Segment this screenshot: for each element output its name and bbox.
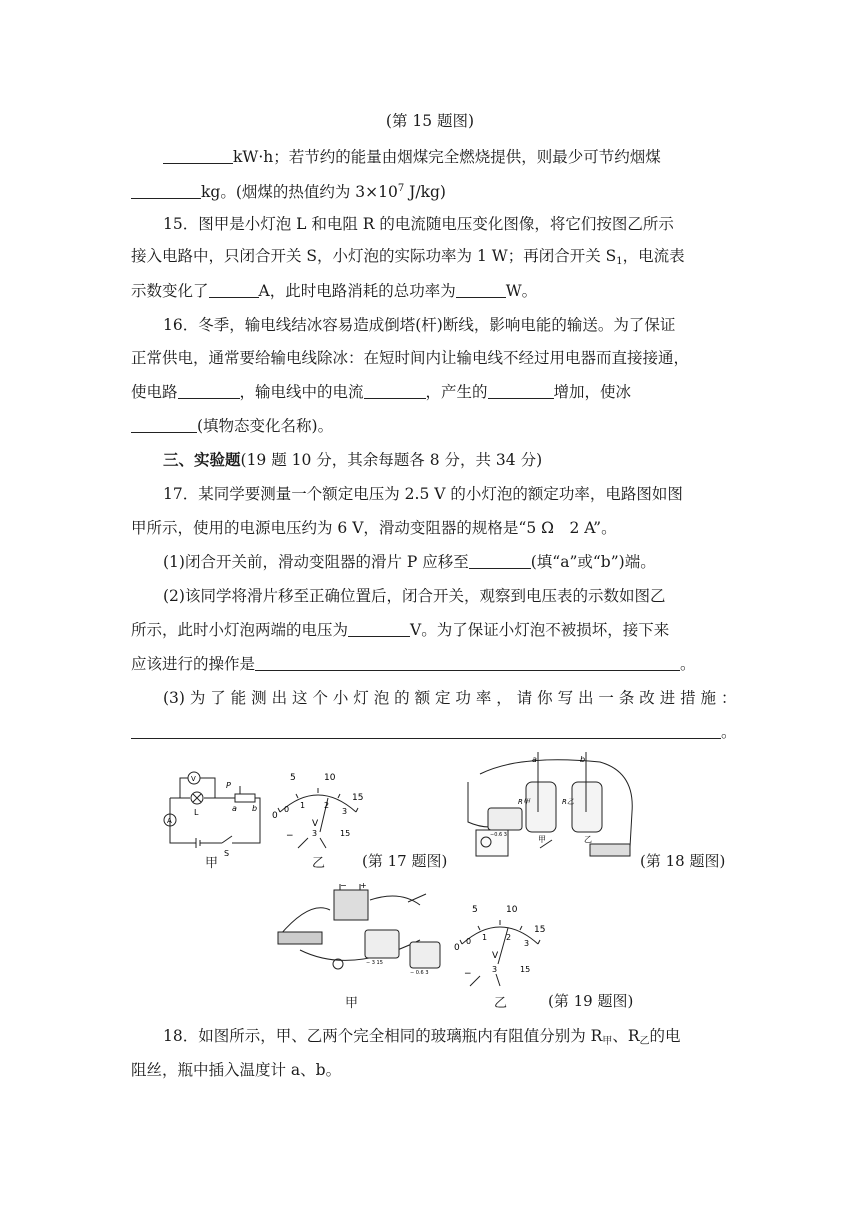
terminal-15: 15 [520, 965, 531, 974]
q14-text: kW·h；若节约的能量由烟煤完全燃烧提供，则最少可节约烟煤 [233, 148, 661, 166]
bottle-label-jia: 甲 [538, 835, 546, 844]
figure-caption-19: (第 19 题图) [548, 992, 634, 1010]
dial-unit: V [312, 819, 319, 829]
ammeter-terminals: −0.6 3 [490, 832, 507, 838]
q17-text: V。为了保证小灯泡不被损坏，接下来 [410, 621, 670, 639]
circuit-label-s: S [224, 849, 230, 858]
q16-line3 [131, 381, 631, 403]
dial-inner-3: 3 [524, 939, 530, 948]
q18-text: 、R [612, 1027, 640, 1045]
fig19-label-jia: 甲 [345, 996, 359, 1011]
figure-caption-17: (第 17 题图) [362, 852, 448, 870]
q17-part2-line2 [131, 619, 669, 641]
apparatus-diagram-18 [460, 752, 640, 867]
circuit-label-v: V [191, 775, 196, 783]
q17-text: 。 [721, 723, 737, 741]
section-title: 三、实验题 [163, 450, 241, 469]
dial-unit: V [492, 951, 499, 961]
q17-text: (填“a”或“b”)端。 [530, 553, 656, 571]
answer-blank[interactable] [488, 382, 554, 399]
dial-tick-5: 5 [290, 773, 296, 783]
q15-line1: 15．图甲是小灯泡 L 和电阻 R 的电流随电压变化图像，将它们按图乙所示 [163, 215, 674, 233]
figure-caption-18: (第 18 题图) [640, 852, 726, 870]
fig17-label-yi: 乙 [312, 856, 326, 871]
thermometer-label-b: b [580, 755, 586, 764]
dial-outer-zero: 0 [454, 943, 460, 953]
circuit-label-a: a [232, 804, 237, 813]
bottle-label-yi: 乙 [584, 835, 592, 844]
dial-inner-2: 2 [324, 801, 330, 810]
q15-text: A，此时电路消耗的总功率为 [258, 282, 456, 300]
q17-text: (1)闭合开关前，滑动变阻器的滑片 P 应移至 [163, 553, 469, 571]
terminal-minus: − [464, 969, 472, 979]
voltmeter-dial-19 [450, 900, 550, 992]
thermometer-label-a: a [532, 755, 537, 764]
resistor-label-yi: R乙 [562, 798, 574, 806]
section-note: (19 题 10 分，其余每题各 8 分，共 34 分) [240, 451, 543, 469]
q16-text: 增加，使冰 [553, 383, 632, 401]
figure-caption-15: (第 15 题图) [385, 112, 475, 130]
dial-inner-2: 2 [506, 933, 512, 942]
dial-inner-0: 0 [466, 937, 472, 946]
answer-blank[interactable] [178, 382, 240, 399]
subscript: 甲 [602, 1036, 613, 1047]
circuit-label-l: L [194, 808, 199, 817]
q15-text: ，电流表 [622, 247, 685, 265]
section-heading [163, 449, 542, 471]
battery-minus: − [340, 881, 347, 890]
answer-blank[interactable] [209, 281, 259, 298]
q14-line1 [163, 146, 661, 168]
q16-text: ，输电线中的电流 [239, 383, 364, 401]
fig19-label-yi: 乙 [494, 996, 508, 1011]
q17-part3: (3) 为 了 能 测 出 这 个 小 灯 泡 的 额 定 功 率 ， 请 你 写 出 一 条 改 进 措 施 ： [163, 689, 737, 707]
q17-line2: 甲所示，使用的电源电压约为 6 V，滑动变阻器的规格是“5 Ω 2 A”。 [131, 519, 617, 537]
q15-line2 [131, 245, 685, 273]
q17-part1 [163, 551, 656, 573]
dial-inner-1: 1 [482, 933, 488, 942]
answer-blank[interactable] [348, 620, 410, 637]
q17-part3-answer [131, 721, 737, 743]
answer-blank[interactable] [364, 382, 426, 399]
dial-inner-1: 1 [300, 801, 306, 810]
terminal-3: 3 [312, 829, 318, 838]
q18-line1 [163, 1025, 681, 1053]
circuit-label-p: P [226, 781, 231, 790]
dial-tick-15: 15 [352, 793, 364, 803]
answer-blank[interactable] [131, 722, 721, 739]
q16-text: ，产生的 [425, 383, 488, 401]
dial-tick-15: 15 [534, 925, 546, 935]
q16-line4 [131, 415, 333, 437]
voltmeter-terminals: − 3 15 [366, 960, 383, 966]
answer-blank[interactable] [456, 281, 506, 298]
apparatus-diagram-19 [270, 880, 445, 980]
ammeter-terminals: − 0.6 3 [410, 970, 429, 976]
q16-line1: 16．冬季，输电线结冰容易造成倒塔(杆)断线，影响电能的输送。为了保证 [163, 316, 676, 334]
circuit-label-ammeter: A [167, 817, 172, 825]
exponent: 7 [397, 183, 405, 194]
q15-text: 示数变化了 [131, 282, 209, 300]
resistor-label-jia: R甲 [518, 798, 530, 806]
q14-text-end: J/kg) [404, 183, 446, 201]
answer-blank[interactable] [163, 147, 233, 164]
q18-text: 的电 [649, 1027, 681, 1045]
q17-part2-line1: (2)该同学将滑片移至正确位置后，闭合开关，观察到电压表的示数如图乙 [163, 587, 666, 605]
q18-text: 18．如图所示，甲、乙两个完全相同的玻璃瓶内有阻值分别为 R [163, 1027, 603, 1045]
terminal-minus: − [286, 831, 294, 841]
q16-text: 使电路 [131, 383, 178, 401]
dial-outer-zero: 0 [272, 811, 278, 821]
answer-blank[interactable] [255, 654, 680, 671]
q17-text: 所示，此时小灯泡两端的电压为 [131, 621, 349, 639]
q18-line2: 阻丝，瓶中插入温度计 a、b。 [131, 1061, 342, 1079]
q17-text: 。 [680, 655, 696, 673]
q14-text: kg。(烟煤的热值约为 3×10 [201, 183, 398, 201]
terminal-3: 3 [492, 965, 498, 974]
q17-part2-line3 [131, 653, 696, 675]
fig17-label-jia: 甲 [205, 856, 219, 871]
q16-text: (填物态变化名称)。 [197, 417, 334, 435]
subscript: 乙 [639, 1036, 650, 1047]
dial-tick-10: 10 [506, 905, 518, 915]
answer-blank[interactable] [131, 182, 201, 199]
q15-text: 接入电路中，只闭合开关 S，小灯泡的实际功率为 1 W；再闭合开关 S [131, 247, 617, 265]
q14-line2 [131, 178, 446, 203]
q15-text: W。 [505, 282, 538, 300]
circuit-diagram-17 [160, 768, 270, 863]
dial-inner-0: 0 [284, 805, 290, 814]
q16-line2: 正常供电，通常要给输电线除冰：在短时间内让输电线不经过用电器而直接接通， [131, 349, 690, 367]
circuit-label-b: b [252, 804, 258, 813]
subscript: 1 [616, 256, 623, 267]
q15-line3 [131, 280, 537, 302]
q17-text: 应该进行的操作是 [131, 655, 256, 673]
answer-blank[interactable] [131, 416, 197, 433]
voltmeter-dial-17 [268, 768, 368, 860]
dial-tick-10: 10 [324, 773, 336, 783]
answer-blank[interactable] [469, 552, 531, 569]
terminal-15: 15 [340, 829, 351, 838]
dial-tick-5: 5 [472, 905, 478, 915]
dial-inner-3: 3 [342, 807, 348, 816]
battery-plus: + [360, 881, 367, 890]
q17-line1: 17．某同学要测量一个额定电压为 2.5 V 的小灯泡的额定功率，电路图如图 [163, 485, 683, 503]
